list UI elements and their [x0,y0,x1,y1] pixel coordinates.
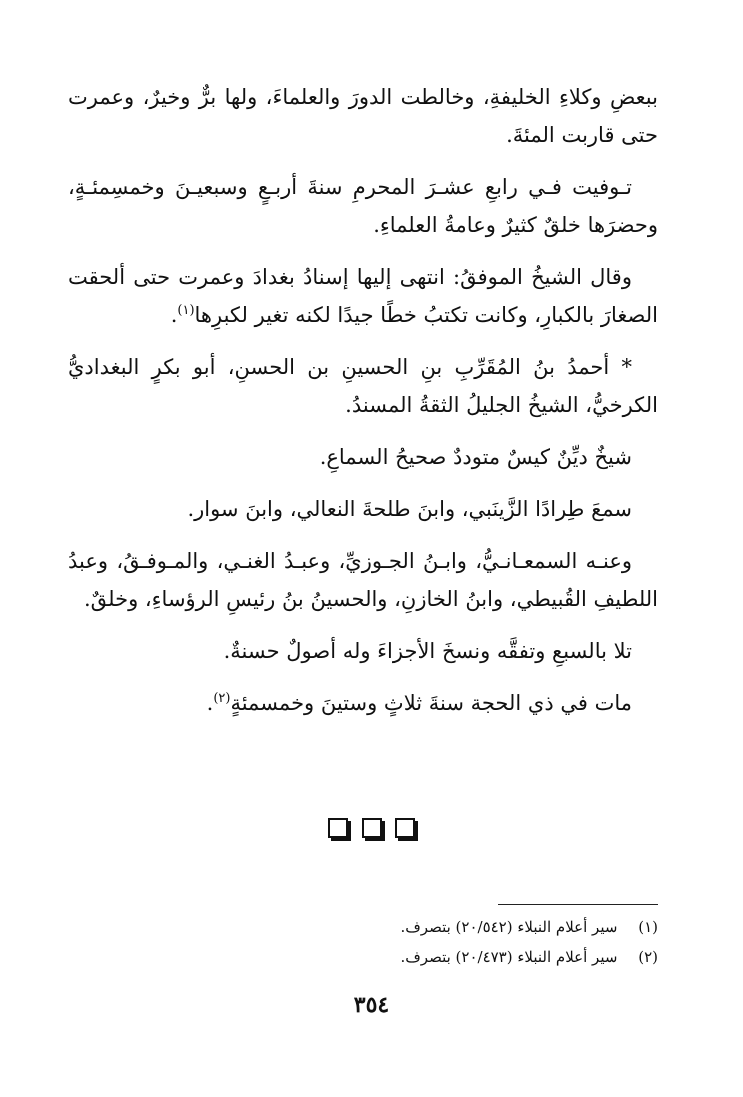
ornament-square [362,818,382,838]
footnote-number: (١) [638,918,658,936]
paragraph-1: ببعضِ وكلاءِ الخليفةِ، وخالطت الدورَ والعلماءَ، ولها برٌّ وخيرٌ، وعمرت حتى قاربت المئةَ. [68,85,658,147]
paragraph-5: شيخٌ ديِّنٌ كيسٌ متوددٌ صحيحُ السماعِ. [319,445,632,469]
footnote-1 [158,912,658,942]
paragraph-9: مات في ذي الحجة سنةَ ثلاثٍ وستينَ وخمسمئةٍ$^{(٢)}$. [206,691,632,715]
paragraph-6: سمعَ طِرادًا الزَّينَبي، وابنَ طلحةَ النعالي، وابنَ سوار. [187,497,632,521]
paragraph-3: وقال الشيخُ الموفقُ: انتهى إليها إسنادُ بغدادَ وعمرت حتى ألحقت الصغارَ بالكبارِ، وكانت تكتبُ خطًا جيدًا لكنه تغير لكبرِها$^{(١)}$. [68,265,658,327]
paragraph-7: وعنـه السمعـانـيُّ، وابـنُ الجـوزيِّ، وعبـدُ الغنـي، والمـوفـقُ، وعبدُ اللطيفِ القُبيطي، وابنُ الخازنِ، والحسينُ بنُ رئيسِ الرؤساءِ، وخلقٌ. [68,549,658,611]
footnote-text: سير أعلام النبلاء (٢٠/٥٤٢) بتصرف. [400,918,618,936]
paragraph-8: تلا بالسبعِ وتفقَّه ونسخَ الأجزاءَ وله أصولٌ حسنةٌ. [223,639,632,663]
footnote-separator [498,904,658,905]
page-number: ٣٥٤ [353,992,390,1018]
footnote-number: (٢) [638,948,658,966]
paragraph-2: تـوفيت فـي رابعِ عشـرَ المحرمِ سنةَ أربـعٍ وسبعيـنَ وخمسِمئـةٍ، وحضرَها خلقٌ كثيرٌ وعامةُ العلماءِ. [68,175,658,237]
paragraph-4: * أحمدُ بنُ المُقَرِّبِ بنِ الحسينِ بن الحسنِ، أبو بكرٍ البغداديُّ الكرخيُّ، الشيخُ الجليلُ الثقةُ المسندُ. [68,355,658,417]
paragraph-3-text: وقال الشيخُ الموفقُ: انتهى إليها إسنادُ بغدادَ وعمرت حتى ألحقت الصغارَ بالكبارِ، وكانت تكتبُ خطًا جيدًا لكنه تغير لكبرِها [68,265,658,327]
main-text [68,78,658,736]
section-divider-ornament [0,818,743,842]
paragraph-9-text: مات في ذي الحجة سنةَ ثلاثٍ وستينَ وخمسمئةٍ [230,691,632,715]
footnote-text: سير أعلام النبلاء (٢٠/٤٧٣) بتصرف. [400,948,618,966]
footnote-ref-1: (١) [177,303,195,318]
footnote-2 [158,942,658,972]
ornament-square [395,818,415,838]
ornament-square [328,818,348,838]
footnotes [158,912,658,972]
footnote-ref-2: (٢) [213,691,231,706]
